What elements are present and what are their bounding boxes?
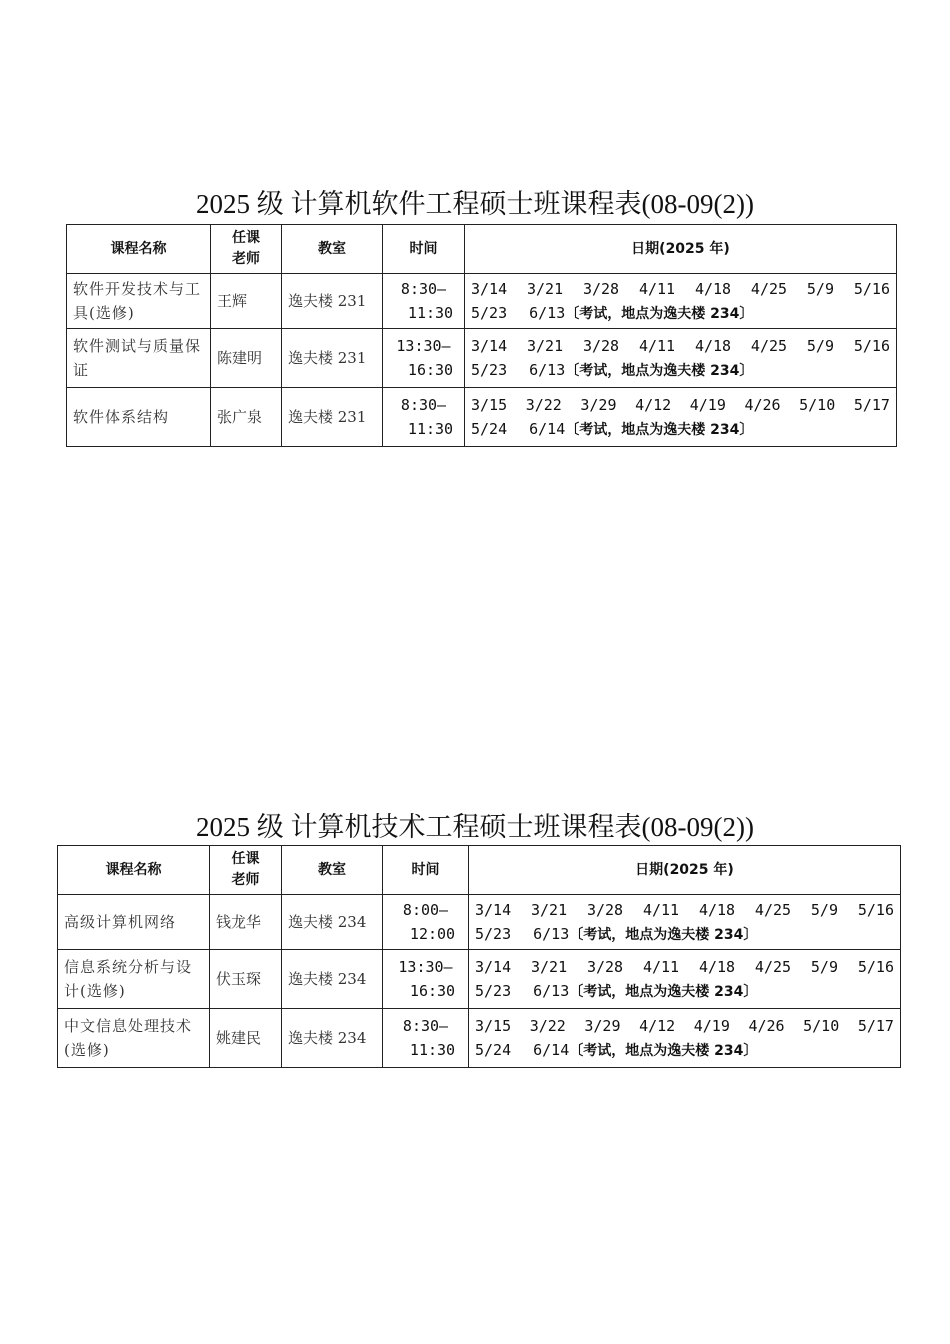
- session-date: 4/11: [638, 336, 676, 355]
- exam-note: 〔考试，地点为逸夫楼 234〕: [565, 305, 754, 322]
- session-date: 5/17: [857, 1016, 894, 1035]
- time-start: 8:30—: [400, 280, 447, 298]
- header-room: 教室: [282, 225, 383, 274]
- session-date: 3/14: [475, 900, 512, 919]
- session-date: 5/9: [810, 957, 838, 976]
- schedule-title: 2025 级 计算机软件工程硕士班课程表(08-09(2)): [196, 189, 754, 219]
- session-date: 5/16: [857, 900, 894, 919]
- exam-date: 6/13: [533, 924, 570, 943]
- time-end: 12:00: [409, 925, 456, 943]
- session-date: 3/14: [471, 279, 508, 298]
- session-date: 3/28: [586, 957, 624, 976]
- session-date: 3/28: [582, 336, 620, 355]
- session-date: 4/12: [635, 395, 672, 414]
- session-date: 4/11: [642, 900, 680, 919]
- exam-date-group: [533, 979, 757, 1004]
- session-date: 4/19: [693, 1016, 730, 1035]
- classroom: 逸夫楼 234: [282, 950, 383, 1009]
- session-date: 4/11: [638, 279, 676, 298]
- time-start: 8:30—: [400, 396, 447, 414]
- session-date: 4/25: [754, 900, 792, 919]
- exam-note: 〔考试，地点为逸夫楼 234〕: [569, 1042, 758, 1059]
- exam-date-group: [529, 301, 753, 326]
- session-dates: [465, 329, 897, 388]
- session-date: 5/23: [475, 924, 512, 943]
- classroom: 逸夫楼 231: [282, 274, 383, 329]
- table-row: [58, 1009, 901, 1068]
- table-body: [67, 274, 897, 447]
- session-date: 4/18: [694, 336, 732, 355]
- session-date: 5/16: [857, 957, 894, 976]
- teacher-name: 伏玉琛: [210, 950, 282, 1009]
- session-date: 5/16: [853, 279, 890, 298]
- header-dates: 日期(2025 年): [469, 846, 901, 895]
- table-row: [58, 895, 901, 950]
- course-name: 信息系统分析与设计(选修): [58, 950, 210, 1009]
- session-date: 5/24: [475, 1040, 512, 1059]
- session-dates: [469, 895, 901, 950]
- session-date: 5/17: [853, 395, 890, 414]
- session-date: 5/23: [471, 303, 508, 322]
- time-end: 11:30: [407, 420, 454, 438]
- exam-date: 6/14: [533, 1040, 570, 1059]
- time-start: 8:30—: [402, 1017, 449, 1035]
- time-range: [383, 1009, 469, 1068]
- exam-date: 6/13: [529, 303, 566, 322]
- session-date: 3/22: [529, 1016, 566, 1035]
- session-dates: [465, 388, 897, 447]
- session-date: 5/16: [853, 336, 890, 355]
- session-date: 3/28: [586, 900, 624, 919]
- teacher-name: 钱龙华: [210, 895, 282, 950]
- time-range: [383, 950, 469, 1009]
- exam-note: 〔考试，地点为逸夫楼 234〕: [565, 362, 754, 379]
- session-date: 3/28: [582, 279, 620, 298]
- session-date: 4/25: [754, 957, 792, 976]
- session-date: 4/19: [689, 395, 726, 414]
- session-date: 4/18: [694, 279, 732, 298]
- exam-note: 〔考试，地点为逸夫楼 234〕: [565, 421, 754, 438]
- time-start: 13:30—: [398, 958, 453, 976]
- time-end: 16:30: [407, 361, 454, 379]
- session-date: 3/14: [471, 336, 508, 355]
- time-range: [383, 274, 465, 329]
- session-dates: [469, 950, 901, 1009]
- table-row: [67, 388, 897, 447]
- table-body: [58, 895, 901, 1068]
- time-range: [383, 895, 469, 950]
- course-name: 高级计算机网络: [58, 895, 210, 950]
- exam-date-group: [533, 922, 757, 947]
- time-end: 11:30: [407, 304, 454, 322]
- table-row: [58, 950, 901, 1009]
- exam-date: 6/13: [529, 360, 566, 379]
- table-row: [67, 274, 897, 329]
- session-date: 3/15: [471, 395, 508, 414]
- header-teacher: 任课 老师: [210, 846, 282, 895]
- course-name: 软件开发技术与工具(选修): [67, 274, 211, 329]
- session-date: 5/9: [806, 336, 834, 355]
- exam-date: 6/13: [533, 981, 570, 1000]
- session-date: 5/23: [475, 981, 512, 1000]
- table-row: [67, 329, 897, 388]
- classroom: 逸夫楼 231: [282, 329, 383, 388]
- header-course: 课程名称: [58, 846, 210, 895]
- session-date: 5/23: [471, 360, 508, 379]
- session-date: 4/18: [698, 957, 736, 976]
- session-date: 5/9: [810, 900, 838, 919]
- exam-date-group: [529, 417, 753, 442]
- time-end: 16:30: [409, 982, 456, 1000]
- course-name: 中文信息处理技术(选修): [58, 1009, 210, 1068]
- session-date: 4/25: [750, 336, 788, 355]
- session-date: 4/11: [642, 957, 680, 976]
- session-date: 5/24: [471, 419, 508, 438]
- teacher-name: 王辉: [211, 274, 282, 329]
- header-dates: 日期(2025 年): [465, 225, 897, 274]
- session-date: 5/10: [799, 395, 836, 414]
- time-start: 13:30—: [396, 337, 451, 355]
- session-date: 4/26: [744, 395, 781, 414]
- schedule-title: 2025 级 计算机技术工程硕士班课程表(08-09(2)): [196, 812, 754, 842]
- header-room: 教室: [282, 846, 383, 895]
- course-name: 软件测试与质量保证: [67, 329, 211, 388]
- header-time: 时间: [383, 225, 465, 274]
- session-dates: [469, 1009, 901, 1068]
- schedule-table: [57, 845, 901, 1068]
- classroom: 逸夫楼 231: [282, 388, 383, 447]
- exam-date-group: [529, 358, 753, 383]
- classroom: 逸夫楼 234: [282, 1009, 383, 1068]
- session-date: 4/12: [639, 1016, 676, 1035]
- session-date: 3/14: [475, 957, 512, 976]
- session-date: 3/29: [580, 395, 617, 414]
- exam-date: 6/14: [529, 419, 566, 438]
- header-teacher: 任课 老师: [211, 225, 282, 274]
- teacher-name: 张广泉: [211, 388, 282, 447]
- time-range: [383, 388, 465, 447]
- classroom: 逸夫楼 234: [282, 895, 383, 950]
- schedule-table: [66, 224, 897, 447]
- exam-note: 〔考试，地点为逸夫楼 234〕: [569, 926, 758, 943]
- session-date: 3/22: [525, 395, 562, 414]
- header-time: 时间: [383, 846, 469, 895]
- time-end: 11:30: [409, 1041, 456, 1059]
- session-date: 3/21: [526, 279, 564, 298]
- session-date: 3/21: [530, 957, 568, 976]
- course-name: 软件体系结构: [67, 388, 211, 447]
- session-date: 3/21: [526, 336, 564, 355]
- teacher-name: 姚建民: [210, 1009, 282, 1068]
- teacher-name: 陈建明: [211, 329, 282, 388]
- session-date: 3/21: [530, 900, 568, 919]
- session-date: 5/9: [806, 279, 834, 298]
- session-date: 3/29: [584, 1016, 621, 1035]
- exam-date-group: [533, 1038, 757, 1063]
- session-date: 5/10: [803, 1016, 840, 1035]
- session-date: 4/26: [748, 1016, 785, 1035]
- time-start: 8:00—: [402, 901, 449, 919]
- session-date: 4/25: [750, 279, 788, 298]
- exam-note: 〔考试，地点为逸夫楼 234〕: [569, 983, 758, 1000]
- time-range: [383, 329, 465, 388]
- session-date: 3/15: [475, 1016, 512, 1035]
- header-course: 课程名称: [67, 225, 211, 274]
- session-date: 4/18: [698, 900, 736, 919]
- session-dates: [465, 274, 897, 329]
